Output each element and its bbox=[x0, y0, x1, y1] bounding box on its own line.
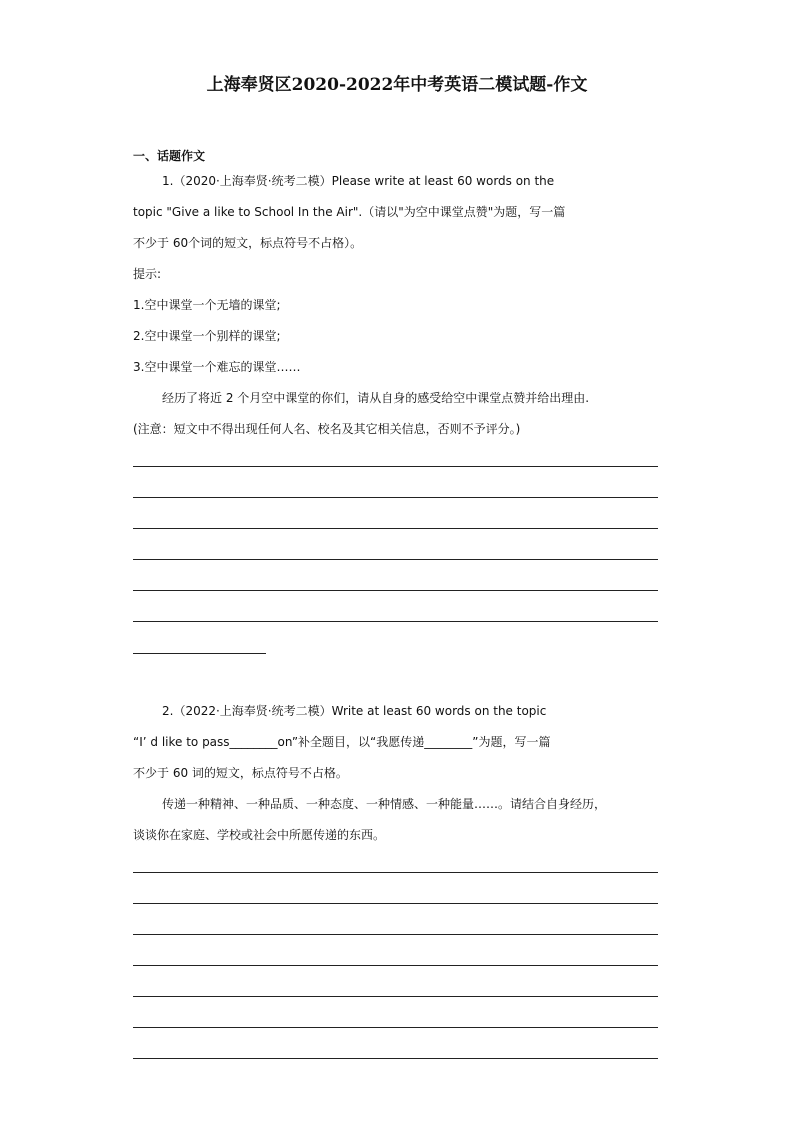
q1-line-2: topic "Give a like to School In the Air".（请以"为空中课堂点赞"为题，写一篇 bbox=[133, 205, 566, 219]
q1-hint-1: 1.空中课堂一个无墙的课堂; bbox=[133, 298, 281, 312]
document-title: 上海奉贤区2020-2022年中考英语二模试题-作文 bbox=[206, 75, 588, 95]
q2-line-2: “I’ d like to pass________on”补全题目，以“我愿传递________”为题，写一篇 bbox=[133, 735, 551, 749]
q1-answer-line-end bbox=[133, 653, 266, 654]
q2-answer-line bbox=[133, 1027, 658, 1028]
q2-line-3: 不少于 60 词的短文，标点符号不占格。 bbox=[133, 766, 348, 780]
q1-answer-line bbox=[133, 466, 658, 467]
q1-line-1: 1.（2020·上海奉贤·统考二模）Please write at least 60 words on the bbox=[162, 174, 555, 188]
q2-answer-line bbox=[133, 965, 658, 966]
q2-line-1: 2.（2022·上海奉贤·统考二模）Write at least 60 words on the topic bbox=[162, 704, 547, 718]
q2-paragraph-1: 传递一种精神、一种品质、一种态度、一种情感、一种能量……。请结合自身经历， bbox=[162, 797, 607, 811]
q2-paragraph-2: 谈谈你在家庭、学校或社会中所愿传递的东西。 bbox=[133, 828, 386, 842]
q1-hint-label: 提示: bbox=[133, 267, 162, 281]
q2-answer-line bbox=[133, 872, 658, 873]
q2-answer-line bbox=[133, 934, 658, 935]
q1-answer-line bbox=[133, 559, 658, 560]
q1-answer-line bbox=[133, 590, 658, 591]
q1-line-3: 不少于 60个词的短文，标点符号不占格）。 bbox=[133, 236, 363, 250]
q1-hint-2: 2.空中课堂一个别样的课堂; bbox=[133, 329, 281, 343]
q1-answer-line bbox=[133, 528, 658, 529]
q1-hint-3: 3.空中课堂一个难忘的课堂…… bbox=[133, 360, 301, 374]
q1-answer-line bbox=[133, 621, 658, 622]
q2-answer-line bbox=[133, 996, 658, 997]
q1-answer-line bbox=[133, 497, 658, 498]
q1-paragraph-2: (注意：短文中不得出现任何人名、校名及其它相关信息，否则不予评分。) bbox=[133, 422, 521, 436]
q2-answer-line bbox=[133, 1058, 658, 1059]
section-heading: 一、话题作文 bbox=[133, 149, 206, 163]
q2-answer-line bbox=[133, 903, 658, 904]
q1-paragraph-1: 经历了将近 2 个月空中课堂的你们，请从自身的感受给空中课堂点赞并给出理由. bbox=[162, 391, 590, 405]
